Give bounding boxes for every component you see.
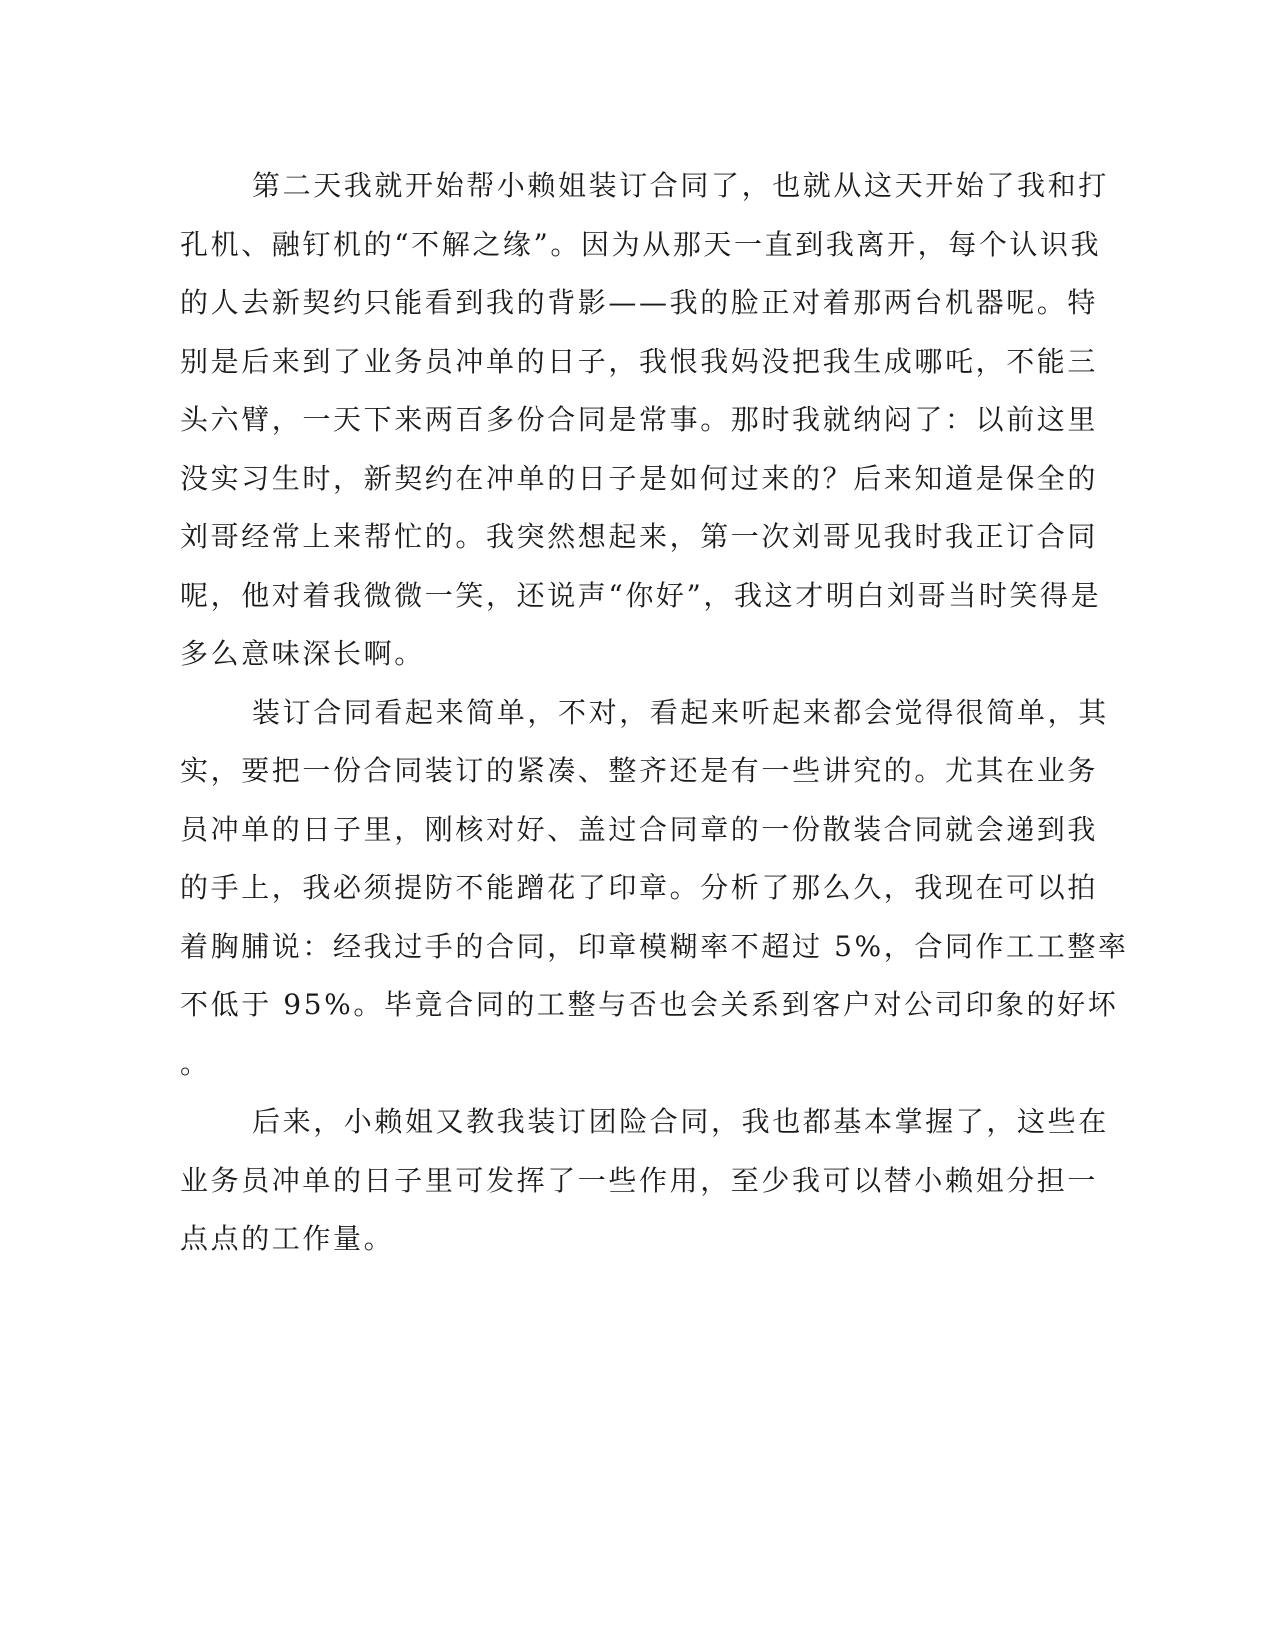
text-line: 点点的工作量。 bbox=[180, 1222, 395, 1255]
text-line: 没实习生时，新契约在冲单的日子是如何过来的？后来知道是保全的 bbox=[180, 461, 1099, 495]
document-body bbox=[180, 157, 1129, 1269]
text-line: 不低于 95%。毕竟合同的工整与否也会关系到客户对公司印象的好坏 bbox=[180, 988, 1119, 1021]
text-line: 装订合同看起来简单，不对，看起来听起来都会觉得很简单，其 bbox=[252, 695, 1109, 729]
text-line: 头六臂，一天下来两百多份合同是常事。那时我就纳闷了：以前这里 bbox=[180, 403, 1099, 436]
text-line: 业务员冲单的日子里可发挥了一些作用，至少我可以替小赖姐分担一 bbox=[180, 1163, 1099, 1197]
text-line: 第二天我就开始帮小赖姐装订合同了，也就从这天开始了我和打 bbox=[252, 169, 1109, 202]
text-line: 别是后来到了业务员冲单的日子，我恨我妈没把我生成哪吒，不能三 bbox=[180, 344, 1099, 378]
text-line: 实，要把一份合同装订的紧凑、整齐还是有一些讲究的。尤其在业务 bbox=[180, 754, 1099, 787]
text-line: 多么意味深长啊。 bbox=[180, 637, 425, 670]
text-line: 孔机、融钉机的“不解之缘”。因为从那天一直到我离开，每个认识我 bbox=[180, 227, 1102, 261]
text-line: 刘哥经常上来帮忙的。我突然想起来，第一次刘哥见我时我正订合同 bbox=[180, 520, 1099, 553]
text-line: 后来，小赖姐又教我装订团险合同，我也都基本掌握了，这些在 bbox=[252, 1105, 1109, 1138]
text-line: 呢，他对着我微微一笑，还说声“你好”，我这才明白刘哥当时笑得是 bbox=[180, 578, 1102, 612]
paragraph-2 bbox=[180, 684, 1129, 1094]
text-line: 的手上，我必须提防不能蹭花了印章。分析了那么久，我现在可以拍 bbox=[180, 871, 1099, 904]
paragraph-3 bbox=[180, 1093, 1109, 1269]
text-line: 着胸脯说：经我过手的合同，印章模糊率不超过 5%，合同作工工整率 bbox=[180, 929, 1129, 963]
text-line: 员冲单的日子里，刚核对好、盖过合同章的一份散装合同就会递到我 bbox=[180, 812, 1099, 846]
paragraph-1 bbox=[180, 157, 1109, 684]
text-line: 。 bbox=[180, 1046, 211, 1080]
text-line: 的人去新契约只能看到我的背影——我的脸正对着那两台机器呢。特 bbox=[180, 286, 1099, 319]
